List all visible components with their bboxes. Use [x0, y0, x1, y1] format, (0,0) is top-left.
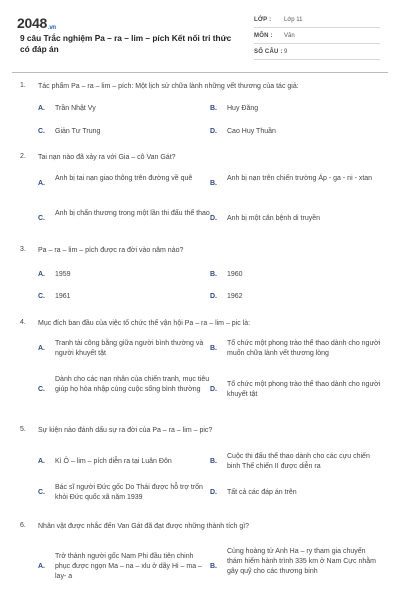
option-letter: A. — [38, 180, 45, 187]
option-b[interactable] — [210, 452, 382, 472]
question-number: 4. — [20, 319, 26, 326]
option-letter: A. — [38, 271, 45, 278]
question-stem: Mục đích ban đầu của việc tổ chức thế vận hội Pa – ra – lim – pic là: — [38, 320, 251, 327]
option-letter: C. — [38, 293, 45, 300]
meta-value: Văn — [284, 33, 295, 39]
option-a[interactable] — [38, 452, 210, 472]
option-a[interactable] — [38, 270, 210, 280]
option-text: Bác sĩ người Đức gốc Do Thái được hỗ trợ trốn khỏi Đức quốc xã năm 1939 — [55, 484, 203, 501]
question-stem: Sự kiện nào đánh dấu sự ra đời của Pa – ra – lim – pic? — [38, 427, 213, 434]
option-text: Giản Tư Trung — [55, 128, 101, 135]
page-header — [0, 0, 400, 66]
option-b[interactable] — [210, 547, 382, 587]
option-d[interactable] — [210, 380, 382, 400]
option-text: Tranh tài công bằng giữa người bình thường và người khuyết tật — [55, 340, 204, 357]
option-letter: D. — [210, 489, 217, 496]
option-letter: A. — [38, 105, 45, 112]
option-letter: A. — [38, 563, 45, 570]
option-b[interactable] — [210, 270, 382, 280]
question-number: 3. — [20, 246, 26, 253]
option-a[interactable] — [38, 104, 210, 114]
option-text: Trở thành người gốc Nam Phi đầu tiên chinh phục được ngọn Ma – na – xlu ở dãy Hi – ma – lay- a — [55, 553, 202, 580]
option-c[interactable] — [38, 292, 210, 302]
question-number: 1. — [20, 82, 26, 89]
meta-value: Lớp 11 — [284, 17, 303, 23]
option-d[interactable] — [210, 209, 382, 229]
option-c[interactable] — [38, 483, 210, 503]
site-logo[interactable] — [17, 15, 56, 31]
option-text: 1960 — [227, 271, 243, 278]
option-letter: B. — [210, 458, 217, 465]
option-text: Anh bị tai nạn giao thông trên đường về quê — [55, 175, 193, 182]
option-text: 1959 — [55, 271, 71, 278]
option-letter: A. — [38, 345, 45, 352]
option-d[interactable] — [210, 292, 382, 302]
option-letter: B. — [210, 271, 217, 278]
option-b[interactable] — [210, 339, 382, 359]
question-4 — [20, 319, 380, 419]
option-text: Anh bị một căn bệnh di truyền — [227, 215, 321, 222]
meta-row-count — [254, 45, 380, 60]
option-b[interactable] — [210, 104, 382, 114]
meta-row-grade — [254, 13, 380, 28]
option-c[interactable] — [38, 127, 210, 137]
option-a[interactable] — [38, 339, 210, 359]
question-stem: Nhân vật được nhắc đến Van Gát đã đạt được những thành tích gì? — [38, 523, 250, 530]
question-1 — [20, 82, 380, 142]
option-letter: B. — [210, 105, 217, 112]
header-divider — [12, 72, 388, 73]
logo-suffix: .vn — [47, 25, 56, 31]
option-b[interactable] — [210, 174, 382, 194]
option-letter: B. — [210, 180, 217, 187]
option-text: Cuộc thi đấu thể thao dành cho các cựu chiến binh Thế chiến II được diễn ra — [227, 453, 370, 470]
option-text: 1961 — [55, 293, 71, 300]
meta-key: SỐ CÂU : — [254, 49, 283, 55]
option-letter: B. — [210, 345, 217, 352]
question-stem: Pa – ra – lim – pích được ra đời vào năm nào? — [38, 247, 184, 254]
option-letter: D. — [210, 215, 217, 222]
question-number: 5. — [20, 426, 26, 433]
option-c[interactable] — [38, 375, 210, 405]
meta-key: LỚP : — [254, 17, 272, 23]
question-6 — [20, 522, 380, 596]
option-text: Trần Nhật Vy — [55, 105, 96, 112]
option-letter: C. — [38, 386, 45, 393]
question-2 — [20, 153, 380, 238]
option-letter: B. — [210, 563, 217, 570]
option-text: Tất cả các đáp án trên — [227, 489, 297, 496]
option-text: 1962 — [227, 293, 243, 300]
option-text: Cùng hoàng tử Anh Ha – ry tham gia chuyến thám hiểm hành trình 335 km ở Nam Cực nhằm gây quỹ cho các thương binh — [227, 548, 376, 575]
option-letter: D. — [210, 386, 217, 393]
option-text: Tổ chức một phong trào thể thao dành cho người khuyết tật — [227, 381, 381, 398]
option-c[interactable] — [38, 209, 210, 229]
option-text: Kì Ô – lim – pích diễn ra tại Luân Đôn — [55, 458, 172, 465]
option-text: Dành cho các nạn nhân của chiến tranh, mục tiêu giúp họ hòa nhập cùng cuộc sống bình thường — [55, 376, 210, 393]
question-5 — [20, 426, 380, 506]
option-text: Tổ chức một phong trào thể thao dành cho người muốn chữa lành vết thương lòng — [227, 340, 381, 357]
option-letter: D. — [210, 128, 217, 135]
meta-key: MÔN : — [254, 33, 273, 39]
option-d[interactable] — [210, 127, 382, 137]
option-text: Huy Đăng — [227, 105, 259, 112]
option-letter: C. — [38, 128, 45, 135]
question-stem: Tác phẩm Pa – ra – lim – pích: Một lịch sử chữa lành những vết thương của tác giả: — [38, 83, 299, 90]
option-d[interactable] — [210, 483, 382, 503]
question-3 — [20, 246, 380, 308]
document-title: 9 câu Trắc nghiệm Pa – ra – lim – pích Kết nối tri thức có đáp án — [20, 33, 232, 54]
option-letter: C. — [38, 215, 45, 222]
option-text: Cao Huy Thuần — [227, 128, 276, 135]
option-letter: A. — [38, 458, 45, 465]
option-letter: D. — [210, 293, 217, 300]
logo-text: 2048 — [17, 15, 47, 31]
meta-row-subject — [254, 29, 380, 44]
meta-value: 9 — [284, 49, 288, 55]
question-number: 6. — [20, 522, 26, 529]
question-stem: Tai nạn nào đã xảy ra với Gia – cô Van Gát? — [38, 154, 176, 161]
option-a[interactable] — [38, 174, 210, 194]
option-text: Anh bị nạn trên chiến trường Áp - ga - ni - xtan — [227, 175, 373, 182]
question-number: 2. — [20, 153, 26, 160]
option-a[interactable] — [38, 552, 210, 582]
option-text: Anh bị chấn thương trong một lần thi đấu thể thao — [55, 210, 210, 217]
option-letter: C. — [38, 489, 45, 496]
